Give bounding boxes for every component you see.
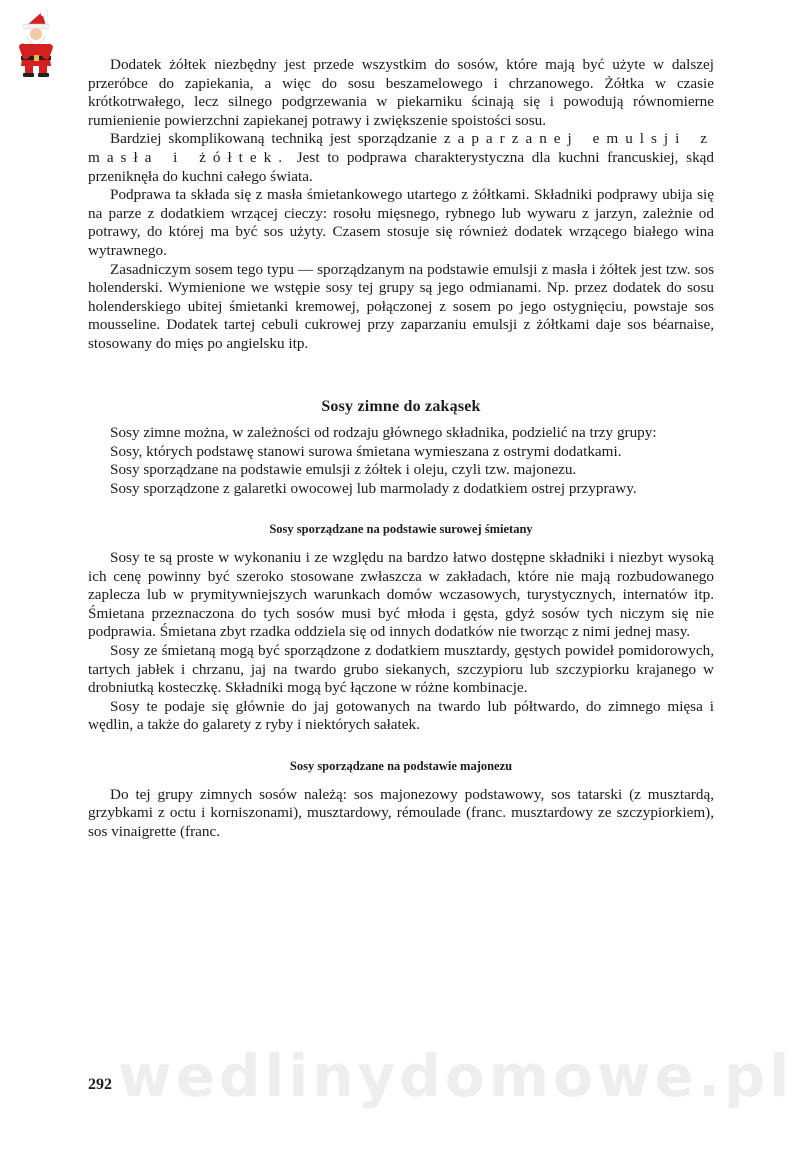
paragraph-group-cream: Sosy, których podstawę stanowi surowa śmietana wymieszana z ostrymi dodatkami. (110, 442, 622, 460)
heading-cold-sauces: Sosy zimne do zakąsek (321, 397, 481, 415)
paragraph-cream-sauces-serving: Sosy te podaje się głównie do jaj gotowanych na twardo lub półtwardo, do zimnego mięsa i wędlin, a także do galarety z ryby i niektórych sałatek. (88, 697, 714, 734)
paragraph-hollandaise: Zasadniczym sosem tego typu — sporządzanym na podstawie emulsji z masła i żółtek jest tzw. sos holenderski. Wymienione we wstępie sosy tej grupy są jego odmianami. Np. przez dodatek do sosu holenderskiego ubitej śmietanki kremowej, połączonej z sosem po jego ostygnięciu, powstaje sos mousseline. Dodatek tartej cebuli cukrowej przy zaparzaniu emulsji z żółtkami daje sos béarnaise, stosowany do mięs po angielsku itp. (88, 260, 714, 352)
paragraph-cream-sauces-ingredients: Sosy ze śmietaną mogą być sporządzone z dodatkiem musztardy, gęstych powideł pomidorowych, tartych jabłek i chrzanu, jaj na twardo grubo siekanych, szczypioru lub szczypiorku krajanego w drobniutką kosteczkę. Składniki mogą być łączone w różne kombinacje. (88, 642, 714, 697)
paragraph-egg-yolk-addition: Dodatek żółtek niezbędny jest przede wszystkim do sosów, które mają być użyte w dalszej przeróbce do zapiekania, a więc do sosu beszamelowego i chrzanowego. Żółtka w czasie krótkotrwałego, lecz silnego podgrzewania w piekarniku ścinają się i powodują równomierne rumienienie powierzchni zapiekanej potrawy i zwiększenie spoistości sosu. (88, 56, 714, 129)
paragraph-group-mayonnaise: Sosy sporządzane na podstawie emulsji z żółtek i oleju, czyli tzw. majonezu. (110, 461, 577, 479)
heading-cream-sauces: Sosy sporządzane na podstawie surowej śmietany (269, 522, 533, 537)
emulsion-description-text: Jest to podprawa charakterystyczna dla kuchni francuskiej, skąd przeniknęła do kuchni całego świata. (88, 148, 714, 185)
page-content (88, 56, 714, 841)
paragraph-cold-sauces-intro: Sosy zimne można, w zależności od rodzaju głównego składnika, podzielić na trzy grupy: (110, 424, 657, 442)
watermark: wedlinydomowe.pl (118, 1042, 794, 1110)
paragraph-mayonnaise-group: Do tej grupy zimnych sosów należą: sos majonezowy podstawowy, sos tatarski (z musztardą, grzybkami z octu i korniszonami), musztardowy, rémoulade (franc. musztardowy ze szczypiorkiem), sos vinaigrette (franc. (88, 785, 714, 840)
paragraph-group-jelly: Sosy sporządzone z galaretki owocowej lub marmolady z dodatkiem ostrej przyprawy. (110, 479, 637, 497)
heading-mayonnaise-sauces: Sosy sporządzane na podstawie majonezu (289, 759, 513, 773)
paragraph-butter-base: Podprawa ta składa się z masła śmietankowego utartego z żółtkami. Składniki podprawy ubija się na parze z dodatkiem wrzącej cieczy: rosołu mięsnego, rybnego lub wywaru z jarzyn, zależnie od potrawy, do której ma być sos użyty. Czasem stosuje się również dodatek wrzącego białego wina wytrawnego. (88, 186, 714, 259)
page-number: 292 (88, 1076, 112, 1093)
emulsion-intro-text: Bardziej skomplikowaną techniką jest sporządzanie (110, 130, 437, 148)
emulsion-spaced-term: zaparzanej emulsji z masła i żółtek. (88, 130, 714, 166)
paragraph-emulsion-technique (88, 130, 714, 186)
paragraph-cream-sauces-description: Sosy te są proste w wykonaniu i ze względu na bardzo łatwo dostępne składniki i niezbyt wysoką ich cenę powinny być szeroko stosowane zwłaszcza w zakładach, które nie mają rozbudowanego zaplecza lub w prymitywniejszych warunkach domów wczasowych, turystycznych, internatów itp. Śmietana przeznaczona do tych sosów musi być młoda i gęsta, gdyż sosów tych niczym się nie podprawia. Śmietana zbyt rzadka oddziela się od innych dodatków nie tworząc z nimi jednej masy. (88, 549, 714, 641)
santa-claus-icon (12, 10, 60, 78)
